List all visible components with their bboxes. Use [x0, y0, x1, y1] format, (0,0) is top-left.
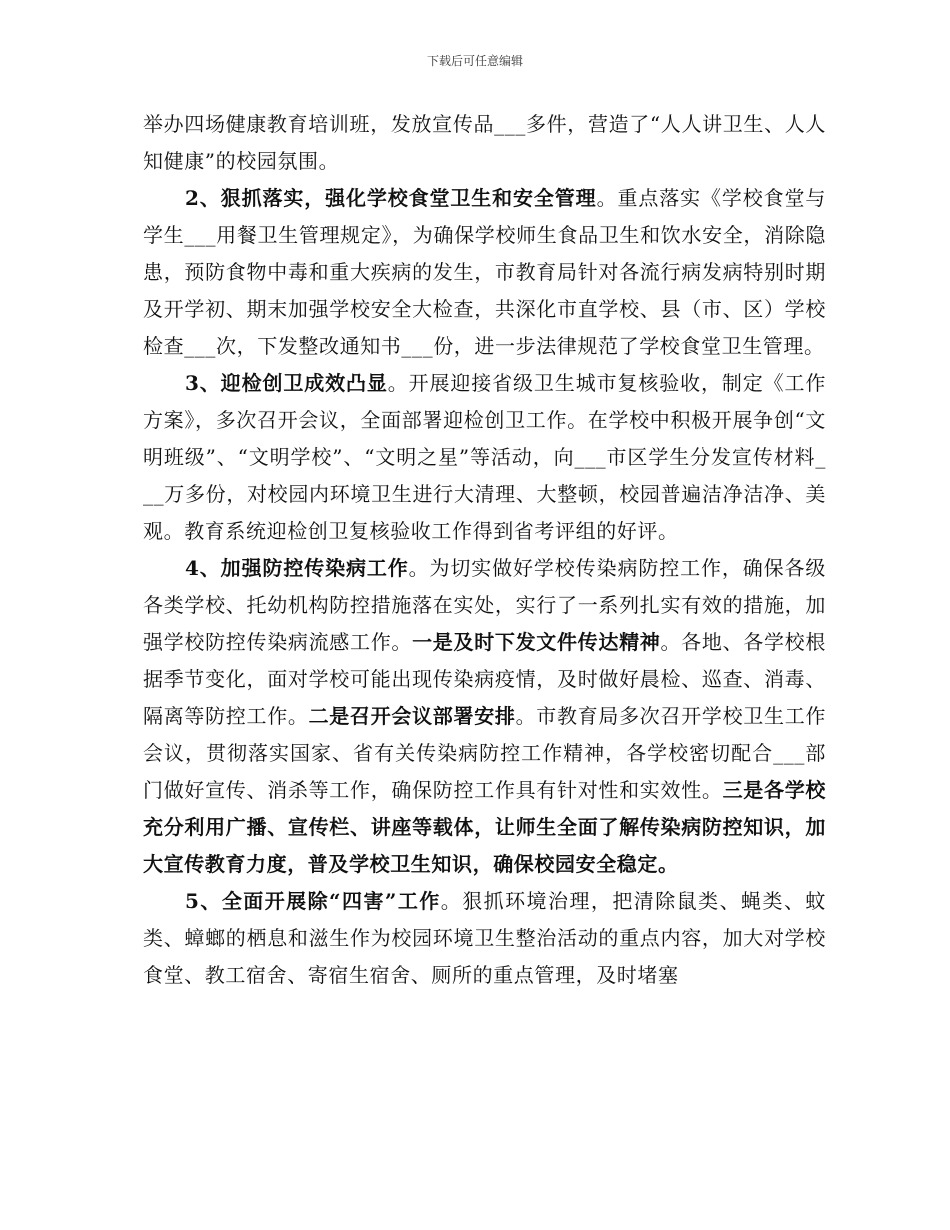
paragraph-3 [143, 365, 826, 550]
paragraph-4-text-3: 。市教育局多次召开学校卫生工作会议，贯彻落实国家、省有关传染病防控工作精神，各学校密切配合___部门做好宣传、消杀等工作，确保防控工作具有针对性和实效性。 [143, 704, 827, 802]
paragraph-5-heading: 5、全面开展除“四害”工作 [185, 889, 441, 913]
paragraph-5-text: 。狠抓环境治理，把清除鼠类、蝇类、蚊类、蟑螂的栖息和滋生作为校园环境卫生整治活动的重点内容，加大对学校食堂、教工宿舍、寄宿生宿舍、厕所的重点管理，及时堵塞 [143, 889, 826, 987]
paragraph-4-point-1: 一是及时下发文件传达精神 [412, 630, 661, 654]
paragraph-4-text-1: 。为切实做好学校传染病防控工作，确保各级各类学校、托幼机构防控措施落在实处，实行了一系列扎实有效的措施，加强学校防控传染病流感工作。 [143, 556, 826, 654]
paragraph-2-heading: 2、狠抓落实，强化学校食堂卫生和安全管理 [185, 186, 597, 210]
paragraph-4-text-2: 。各地、各学校根据季节变化，面对学校可能出现传染病疫情，及时做好晨检、巡查、消毒、隔离等防控工作。 [143, 630, 826, 728]
paragraph-4-point-3: 三是各学校充分利用广播、宣传栏、讲座等载体，让师生全面了解传染病防控知识，加大宣传教育力度，普及学校卫生知识，确保校园安全稳定。 [143, 778, 826, 876]
paragraph-2 [143, 180, 826, 365]
paragraph-3-text: 。开展迎接省级卫生城市复核验收，制定《工作方案》，多次召开会议，全面部署迎检创卫工作。在学校中积极开展争创“文明班级”、“文明学校”、“文明之星”等活动，向___市区学生分发宣传材料___万多份，对校园内环境卫生进行大清理、大整顿，校园普遍洁净洁净、美观。教育系统迎检创卫复核验收工作得到省考评组的好评。 [143, 371, 826, 543]
paragraph-3-heading: 3、迎检创卫成效凸显 [185, 371, 388, 395]
paragraph-1-text: 举办四场健康教育培训班，发放宣传品___多件，营造了“人人讲卫生、人人知健康”的校园氛围。 [143, 112, 826, 173]
paragraph-4-heading: 4、加强防控传染病工作 [185, 556, 409, 580]
document-body [143, 106, 826, 994]
paragraph-4 [143, 550, 826, 883]
page-header: 下载后可任意编辑 [426, 54, 523, 68]
paragraph-2-text: 。重点落实《学校食堂与学生___用餐卫生管理规定》，为确保学校师生食品卫生和饮水安全，消除隐患，预防食物中毒和重大疾病的发生，市教育局针对各流行病发病特别时期及开学初、期末加强学校安全大检查，共深化市直学校、县（市、区）学校检查___次，下发整改通知书___份，进一步法律规范了学校食堂卫生管理。 [143, 186, 826, 358]
paragraph-4-point-2: 二是召开会议部署安排 [308, 704, 516, 728]
paragraph-1 [143, 106, 826, 180]
paragraph-5 [143, 883, 826, 994]
